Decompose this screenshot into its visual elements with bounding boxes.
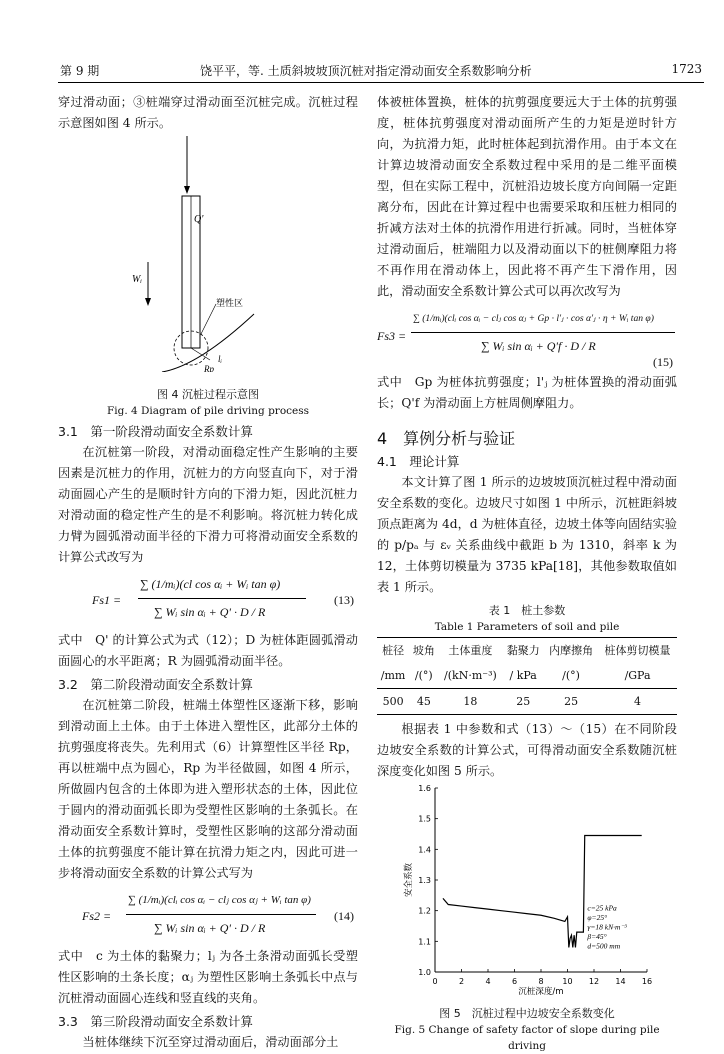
eq13-denominator: ∑ Wᵢ sin αᵢ + Q' · D / R (154, 605, 266, 619)
eq13-number: (13) (334, 593, 354, 607)
eq14-denominator: ∑ Wᵢ sin αᵢ + Q' · D / R (154, 921, 266, 935)
left-para-4: 在沉桩第二阶段，桩端土体塑性区逐渐下移，影响到滑动面上土体。由于土体进入塑性区，此部分土体的抗剪强度将丧失。先利用式（6）计算塑性区半径 Rp，再以桩端中点为圆心，Rp 为半径做圆，如图 4 所示，所做圆内包含的土体即为进入塑形状态的土体，因此位于圆内的滑动面弧长即为受塑性区影响的土条弧长。在滑动面安全系数计算时，受塑性区影响的这部分滑动面土体的抗剪强度不能计算在抗滑力矩之内，因此可进一步将滑动面安全系数的计算公式写为 (58, 698, 358, 880)
fig4-caption-en: Fig. 4 Diagram of pile driving process (106, 405, 310, 417)
right-para-2: 式中 Gp 为桩体抗剪强度；l'ⱼ 为桩体置换的滑动面弧长；Q'f 为滑动面上方桩周侧摩阻力。 (377, 375, 677, 410)
left-para-1: 穿过滑动面；③桩端穿过滑动面至沉桩完成。沉桩过程示意图如图 4 所示。 (58, 95, 358, 130)
table-cell: 25 (544, 689, 598, 715)
eq15-number: (15) (653, 355, 673, 369)
l-label: lᵢ (218, 354, 222, 364)
header-rule (58, 82, 704, 83)
legend-entry: β=45° (587, 932, 607, 942)
x-axis-label: 沉桩深度/m (518, 987, 564, 997)
fig5-caption-cn: 图 5 沉桩过程中边坡安全系数变化 (439, 1007, 615, 1020)
page-header (0, 0, 724, 86)
eq13-lhs: Fs1 = (92, 593, 122, 607)
left-para-3: 式中 Q' 的计算公式为式（12）；D 为桩体距圆弧滑动面圆心的水平距离；R 为圆弧滑动面半径。 (58, 633, 358, 668)
left-para-6: 当桩体继续下沉至穿过滑动面后，滑动面部分土 (82, 1035, 339, 1049)
table-cell: 4 (598, 689, 677, 715)
r-label: Rp (204, 364, 214, 372)
table-unit-cell: / kPa (502, 663, 544, 689)
table-unit-cell: /mm (377, 663, 409, 689)
section-3-2: 3.2 第二阶段滑动面安全系数计算 (58, 677, 253, 692)
y-tick-label: 1.1 (418, 937, 431, 947)
issue-number: 第 9 期 (60, 64, 100, 78)
right-para-3: 本文计算了图 1 所示的边坡坡顶沉桩过程中滑动面安全系数的变化。边坡尺寸如图 1 中所示，沉桩距斜坡顶点距离为 4d，d 为桩体直径，边坡土体等向固结实验的 p/pₐ 与 εᵥ 关系曲线中截距 b 为 1310，斜率 k 为 12，土体剪切模量为 3735 kPa[18]，其他参数取值如表 1 所示。 (377, 475, 677, 594)
table-cell: 18 (438, 689, 502, 715)
eq14-numerator: ∑ (1/mᵢ)(clᵢ cos αᵢ − clⱼ cos αⱼ + Wᵢ tan φ) (128, 894, 311, 906)
table-header-cell: 桩径 (377, 638, 409, 664)
table-header-cell: 坡角 (409, 638, 438, 664)
eq14-fraction-bar (126, 914, 316, 915)
left-para-2: 在沉桩第一阶段，对滑动面稳定性产生影响的主要因素是沉桩力的作用，沉桩力的方向竖直向下，对于滑动面圆心产生的是顺时针方向的下滑力矩，因此沉桩力对滑动面的稳定性产生的是不利影响。将沉桩力转化成力臂为圆弧滑动面半径的下滑力可将滑动面安全系数的计算公式改写为 (58, 445, 358, 564)
x-tick-label: 8 (538, 977, 544, 986)
left-column (58, 92, 358, 1053)
pile-driving-diagram (58, 134, 358, 372)
x-tick-label: 0 (432, 977, 438, 986)
table-header-row (377, 638, 677, 664)
table-unit-cell: /(°) (544, 663, 598, 689)
page-number: 1723 (671, 62, 702, 76)
w-label: Wᵢ (132, 274, 142, 285)
eq15-denominator: ∑ Wᵢ sin αᵢ + Q'f · D / R (481, 339, 596, 353)
table-unit-cell: /(kN·m⁻³) (438, 663, 502, 689)
legend-entry: d=500 mm (587, 941, 621, 951)
x-tick-label: 4 (485, 977, 491, 986)
table-unit-row (377, 663, 677, 689)
table-header-cell: 黏聚力 (502, 638, 544, 664)
eq13-fraction-bar (138, 598, 306, 599)
legend-entry: γ=18 kN·m⁻³ (587, 922, 627, 932)
section-3-3: 3.3 第三阶段滑动面安全系数计算 (58, 1014, 253, 1029)
equation-13 (58, 568, 358, 630)
eq15-fraction-bar (411, 332, 675, 333)
fig5-caption-en: Fig. 5 Change of safety factor of slope during pile driving (394, 1024, 660, 1052)
q-label: Q' (194, 214, 204, 225)
x-tick-label: 12 (588, 977, 600, 986)
x-tick-label: 6 (511, 977, 518, 986)
eq15-lhs: Fs3 = (377, 329, 407, 343)
parameters-table (377, 637, 677, 715)
table1-title-cn: 表 1 桩土参数 (488, 604, 566, 617)
eq14-number: (14) (334, 909, 354, 923)
y-tick-label: 1.0 (418, 968, 431, 977)
legend-entry: c=25 kPa (587, 903, 617, 913)
x-tick-label: 14 (615, 977, 626, 986)
eq14-lhs: Fs2 = (82, 909, 112, 923)
y-tick-label: 1.3 (418, 876, 431, 885)
table-cell: 45 (409, 689, 438, 715)
y-tick-label: 1.6 (418, 784, 431, 793)
table-unit-cell: /(°) (409, 663, 438, 689)
safety-factor-chart (377, 782, 677, 998)
x-tick-label: 10 (562, 977, 573, 986)
table-cell: 25 (502, 689, 544, 715)
running-title: 饶平平，等. 土质斜坡坡顶沉桩对指定滑动面安全系数影响分析 (200, 64, 532, 78)
right-para-4: 根据表 1 中参数和式（13）～（15）在不同阶段边坡安全系数的计算公式，可得滑动面安全系数随沉桩深度变化如图 5 所示。 (377, 722, 677, 778)
fig4-caption-cn: 图 4 沉桩过程示意图 (157, 388, 259, 401)
y-tick-label: 1.5 (418, 814, 431, 824)
table-header-cell: 内摩擦角 (544, 638, 598, 664)
plastic-zone-label: 塑性区 (216, 299, 244, 309)
equation-14 (58, 884, 358, 946)
right-para-1: 体被桩体置换，桩体的抗剪强度要远大于土体的抗剪强度，桩体抗剪强度对滑动面所产生的力矩是逆时针方向，为抗滑力矩，此时桩体起到抗滑作用。由于本文在计算边坡滑动面安全系数过程中采用的是二维平面模型，但在实际工程中，沉桩沿边坡长度方向间隔一定距离分布，因此在计算过程中也需要采取和压桩力相同的折减方法对土体的抗滑作用进行折减。同时，当桩体穿过滑动面后，桩端阻力以及滑动面以下的桩侧摩阻力将不再作用在滑动体上，因此将不再产生下滑作用，因此，滑动面安全系数计算公式可以再次改写为 (377, 95, 677, 298)
table1-title-en: Table 1 Parameters of soil and pile (434, 621, 620, 633)
x-tick-label: 16 (641, 977, 653, 986)
eq13-numerator: ∑ (1/mᵢ)(cl cos αᵢ + Wᵢ tan φ) (140, 577, 281, 591)
legend-entry: φ=25° (587, 913, 608, 923)
section-4: 4 算例分析与验证 (377, 429, 516, 448)
y-tick-label: 1.4 (418, 845, 431, 855)
table-unit-cell: /GPa (598, 663, 677, 689)
table-row (377, 689, 677, 715)
y-tick-label: 1.2 (418, 906, 431, 916)
section-4-1: 4.1 理论计算 (377, 454, 460, 469)
table-header-cell: 桩体剪切模量 (598, 638, 677, 664)
figure-5 (377, 782, 677, 1005)
figure-4 (58, 134, 358, 372)
right-column (377, 92, 677, 1054)
table-header-cell: 土体重度 (438, 638, 502, 664)
eq15-numerator: ∑ (1/mᵢ)(clᵢ cos αᵢ − clⱼ cos αⱼ + Gp · l'ⱼ · cos α'ⱼ · η + Wᵢ tan φ) (413, 313, 654, 324)
left-para-5: 式中 c 为土体的黏聚力；lⱼ 为各土条滑动面弧长受塑性区影响的土条长度；αⱼ 为塑性区影响土条弧长中点与沉桩滑动面圆心连线和竖直线的夹角。 (58, 949, 358, 1005)
section-3-1: 3.1 第一阶段滑动面安全系数计算 (58, 424, 253, 439)
y-axis-label: 安全系数 (404, 862, 414, 898)
table-cell: 500 (377, 689, 409, 715)
x-tick-label: 2 (458, 977, 465, 986)
equation-15 (377, 302, 677, 368)
